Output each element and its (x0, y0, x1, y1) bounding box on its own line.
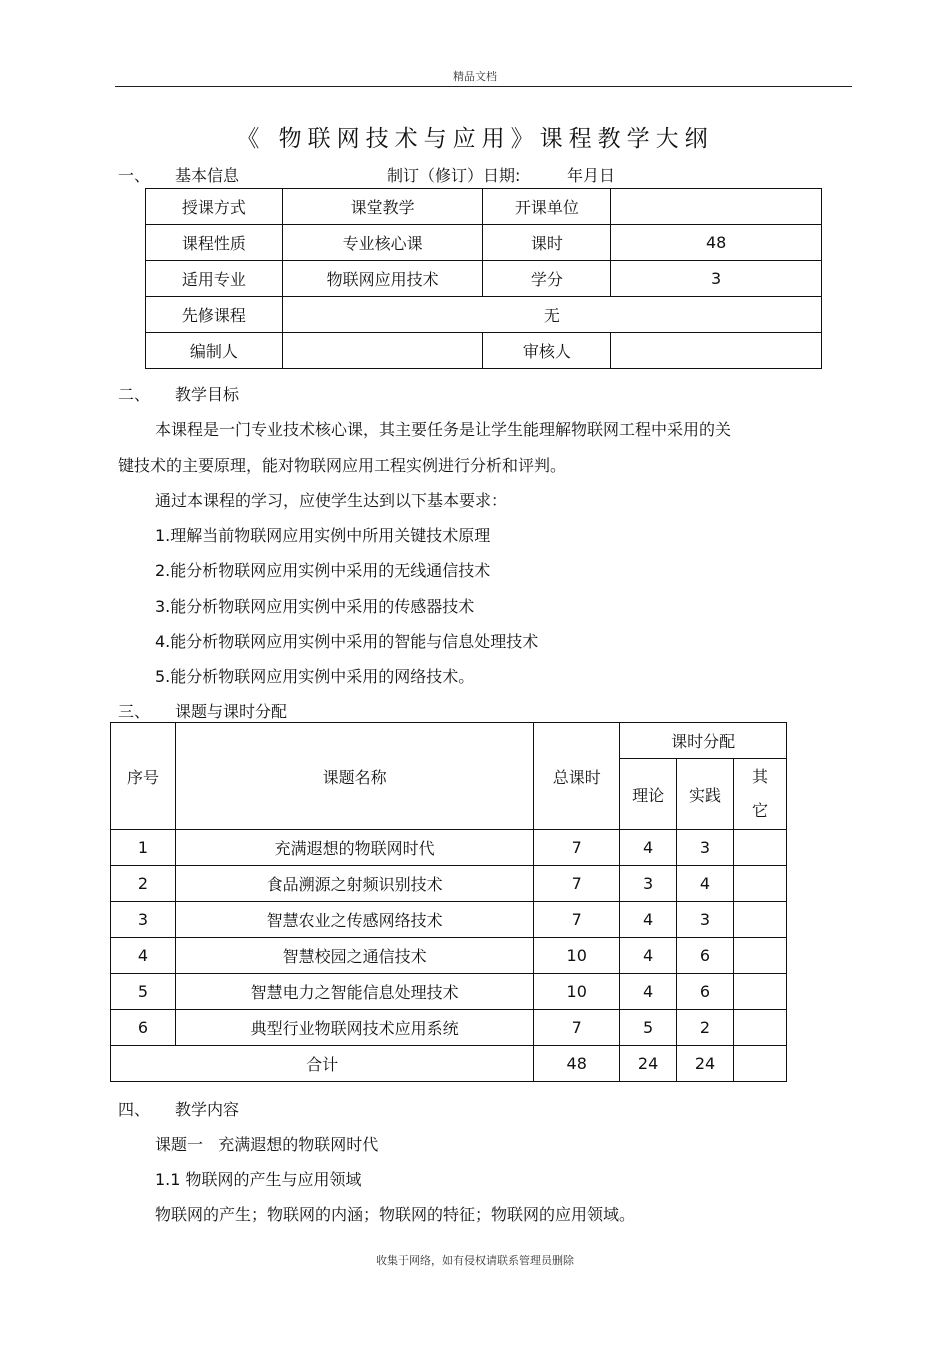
hours-allocation-table (110, 722, 787, 1082)
author-value (282, 333, 483, 369)
col-header-theory: 理论 (620, 759, 677, 830)
info-value (611, 189, 822, 225)
cell-theory: 4 (620, 902, 677, 938)
table-row (111, 902, 787, 938)
cell-theory: 3 (620, 866, 677, 902)
sum-theory: 24 (620, 1046, 677, 1082)
table-row (111, 866, 787, 902)
page-header: 精品文档 (453, 70, 497, 83)
objective-paragraph-line1: 本课程是一门专业技术核心课，其主要任务是让学生能理解物联网工程中采用的关 (155, 420, 732, 439)
page-footer: 收集于网络，如有侵权请联系管理员删除 (376, 1254, 574, 1267)
requirements-intro: 通过本课程的学习，应使学生达到以下基本要求： (155, 491, 508, 510)
info-value: 课堂教学 (282, 189, 483, 225)
author-label: 编制人 (146, 333, 283, 369)
section3-number: 三、 (118, 702, 151, 721)
info-value: 物联网应用技术 (282, 261, 483, 297)
sum-label: 合计 (111, 1046, 534, 1082)
cell-other (733, 902, 786, 938)
cell-other (733, 866, 786, 902)
cell-name: 充满遐想的物联网时代 (175, 830, 533, 866)
col-header-total: 总课时 (534, 723, 620, 830)
cell-name: 典型行业物联网技术应用系统 (175, 1010, 533, 1046)
cell-practice: 3 (677, 902, 734, 938)
cell-other (733, 974, 786, 1010)
cell-total: 7 (534, 866, 620, 902)
revision-date-label: 制订（修订）日期: (387, 166, 521, 185)
sum-practice: 24 (677, 1046, 734, 1082)
cell-total: 10 (534, 938, 620, 974)
cell-name: 智慧农业之传感网络技术 (175, 902, 533, 938)
section4-number: 四、 (118, 1100, 151, 1119)
info-key: 适用专业 (146, 261, 283, 297)
header-divider (115, 86, 852, 87)
revision-date-value: 年月日 (567, 166, 616, 185)
cell-total: 10 (534, 974, 620, 1010)
requirement-item: 3.能分析物联网应用实例中采用的传感器技术 (155, 597, 475, 616)
prereq-label: 先修课程 (146, 297, 283, 333)
cell-total: 7 (534, 1010, 620, 1046)
table-row (111, 830, 787, 866)
subtopic-heading: 1.1 物联网的产生与应用领域 (155, 1170, 362, 1189)
sum-total: 48 (534, 1046, 620, 1082)
cell-practice: 2 (677, 1010, 734, 1046)
cell-theory: 4 (620, 938, 677, 974)
cell-theory: 4 (620, 974, 677, 1010)
requirement-item: 1.理解当前物联网应用实例中所用关键技术原理 (155, 526, 491, 545)
cell-theory: 4 (620, 830, 677, 866)
cell-other (733, 1010, 786, 1046)
col-header-practice: 实践 (677, 759, 734, 830)
col-header-alloc: 课时分配 (620, 723, 787, 759)
col-header-name: 课题名称 (175, 723, 533, 830)
course-info-table (145, 188, 822, 369)
table-header-row (111, 723, 787, 759)
requirement-item: 5.能分析物联网应用实例中采用的网络技术。 (155, 667, 475, 686)
col-header-other: 其它 (733, 759, 786, 830)
reviewer-label: 审核人 (483, 333, 611, 369)
requirement-item: 4.能分析物联网应用实例中采用的智能与信息处理技术 (155, 632, 539, 651)
requirement-item: 2.能分析物联网应用实例中采用的无线通信技术 (155, 561, 491, 580)
objective-paragraph-line2: 键技术的主要原理，能对物联网应用工程实例进行分析和评判。 (118, 456, 567, 475)
cell-name: 智慧电力之智能信息处理技术 (175, 974, 533, 1010)
topic-heading: 课题一 充满遐想的物联网时代 (155, 1135, 379, 1154)
cell-theory: 5 (620, 1010, 677, 1046)
cell-practice: 3 (677, 830, 734, 866)
table-row (146, 297, 822, 333)
cell-seq: 4 (111, 938, 176, 974)
info-key: 学分 (483, 261, 611, 297)
cell-seq: 5 (111, 974, 176, 1010)
info-value: 3 (611, 261, 822, 297)
section2-number: 二、 (118, 385, 151, 404)
table-row (111, 938, 787, 974)
info-key: 课程性质 (146, 225, 283, 261)
table-row (111, 974, 787, 1010)
prereq-value: 无 (282, 297, 821, 333)
cell-name: 智慧校园之通信技术 (175, 938, 533, 974)
cell-practice: 4 (677, 866, 734, 902)
info-key: 开课单位 (483, 189, 611, 225)
cell-other (733, 830, 786, 866)
reviewer-value (611, 333, 822, 369)
section4-heading: 教学内容 (175, 1100, 240, 1119)
cell-seq: 1 (111, 830, 176, 866)
table-row (146, 261, 822, 297)
table-row (146, 333, 822, 369)
section1-number: 一、 (118, 166, 151, 185)
cell-total: 7 (534, 830, 620, 866)
table-row (146, 225, 822, 261)
info-value: 专业核心课 (282, 225, 483, 261)
info-key: 课时 (483, 225, 611, 261)
cell-seq: 3 (111, 902, 176, 938)
cell-name: 食品溯源之射频识别技术 (175, 866, 533, 902)
sum-other (733, 1046, 786, 1082)
section2-heading: 教学目标 (175, 385, 240, 404)
info-value: 48 (611, 225, 822, 261)
cell-practice: 6 (677, 974, 734, 1010)
cell-practice: 6 (677, 938, 734, 974)
cell-other (733, 938, 786, 974)
document-title: 《 物联网技术与应用》课程教学大纲 (236, 126, 714, 152)
cell-seq: 2 (111, 866, 176, 902)
info-key: 授课方式 (146, 189, 283, 225)
cell-seq: 6 (111, 1010, 176, 1046)
section1-heading: 基本信息 (175, 166, 240, 185)
table-row (146, 189, 822, 225)
table-sum-row (111, 1046, 787, 1082)
topic-body: 物联网的产生；物联网的内涵；物联网的特征；物联网的应用领域。 (155, 1205, 636, 1224)
cell-total: 7 (534, 902, 620, 938)
col-header-seq: 序号 (111, 723, 176, 830)
table-row (111, 1010, 787, 1046)
section3-heading: 课题与课时分配 (175, 702, 288, 721)
